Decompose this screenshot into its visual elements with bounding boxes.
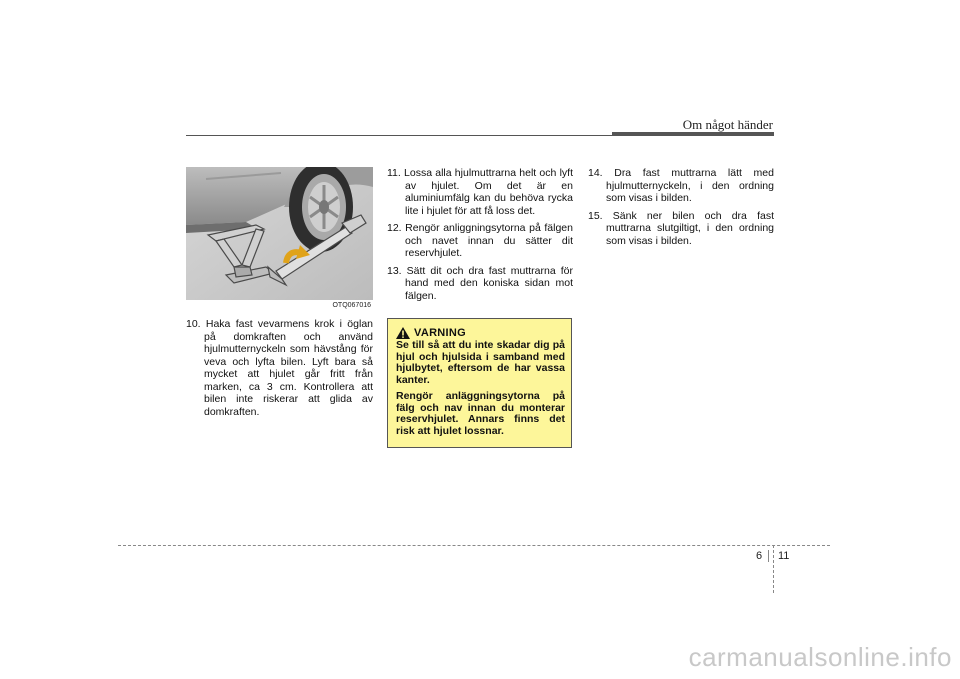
steps-column-1: [186, 318, 373, 423]
chapter-number: 6: [756, 550, 763, 562]
footer-rule: [118, 545, 830, 546]
header-rule-accent: [612, 132, 774, 136]
steps-column-2: [387, 167, 573, 307]
warning-paragraph-2: Rengör anläggningsytorna på fälg och nav innan du monterar reservhjulet. Annars finns det risk att hjulet lossnar.: [396, 390, 565, 437]
jack-illustration-svg: [186, 167, 373, 300]
figure-caption: OTQ067016: [332, 302, 371, 309]
warning-header: [396, 327, 565, 339]
page-number-separator: [768, 550, 769, 562]
steps-column-3: [588, 167, 774, 252]
warning-title: VARNING: [414, 326, 467, 339]
page-number: 11: [778, 550, 790, 562]
section-title: Om något händer: [682, 117, 773, 132]
warning-triangle-icon: [396, 327, 410, 339]
warning-box: [387, 318, 572, 448]
footer-vertical-rule: [773, 545, 774, 593]
step-13: 13. Sätt dit och dra fast muttrarna för hand med den koniska sidan mot fälgen.: [387, 264, 573, 302]
step-11: 11. Lossa alla hjulmuttrarna helt och lyft av hjulet. Om det är en aluminiumfälg kan du behöva rycka lite i hjulet för att få loss det.: [387, 167, 573, 217]
step-14: 14. Dra fast muttrarna lätt med hjulmutternyckeln, i den ordning som visas i bilden.: [588, 167, 774, 204]
step-15: 15. Sänk ner bilen och dra fast muttrarna slutgiltigt, i den ordning som visas i bilden.: [588, 209, 774, 247]
step-10: 10. Haka fast vevarmens krok i öglan på domkraften och använd hjulmutternyckeln som hävstång för veva och lyfta bilen. Lyft bara så mycket att hjulet går fritt från marken, ca 3 cm. Kontrollera att bilen inte riskerar att glida av domkraften.: [186, 318, 373, 418]
step-12: 12. Rengör anliggningsytorna på fälgen och navet innan du sätter dit reservhjulet.: [387, 222, 573, 259]
jack-illustration: [186, 167, 373, 300]
watermark: carmanualsonline.info: [688, 642, 952, 672]
warning-paragraph-1: Se till så att du inte skadar dig på hjul och hjulsida i samband med hjulbytet, eftersom de har vassa kanter.: [396, 339, 565, 386]
